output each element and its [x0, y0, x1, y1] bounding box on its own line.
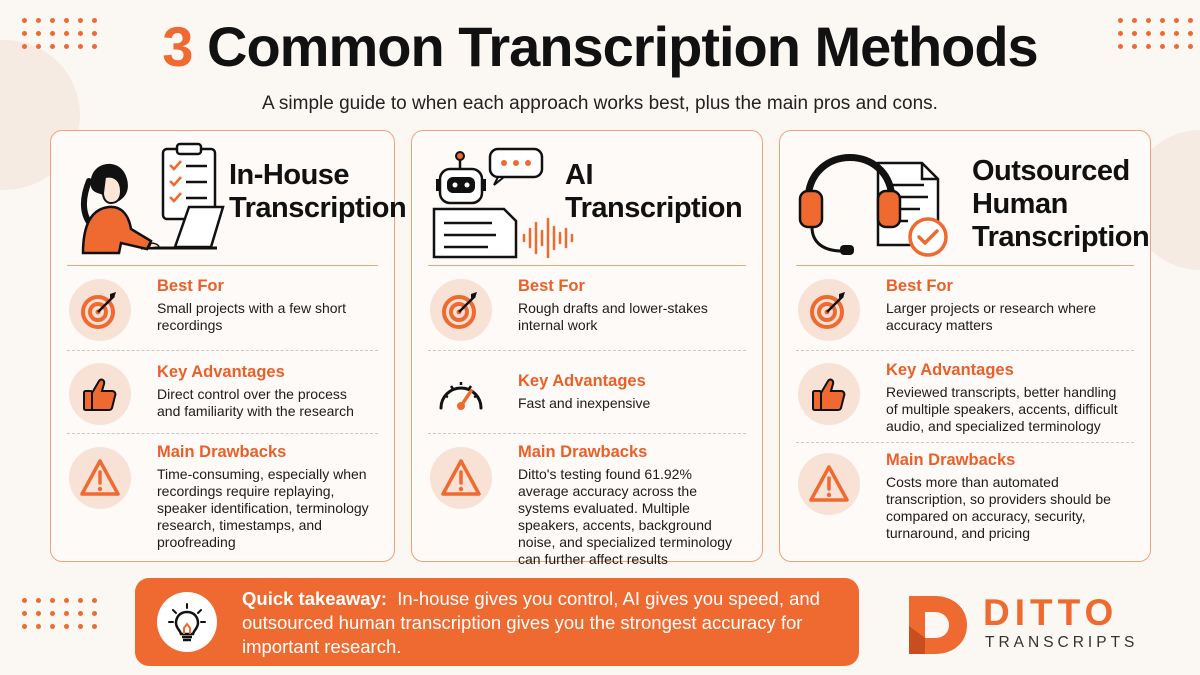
best-for-text: Small projects with a few short recordings [157, 300, 347, 333]
thumbs-up-icon [798, 363, 860, 425]
card-header [51, 131, 407, 265]
main-drawbacks-heading: Main Drawbacks [518, 443, 648, 461]
card-header [780, 131, 1150, 265]
card-in-house [50, 130, 407, 562]
key-advantages-heading: Key Advantages [518, 372, 646, 390]
card-header [412, 131, 762, 265]
row-divider [796, 442, 1134, 443]
warning-icon [798, 453, 860, 515]
best-for-text: Rough drafts and lower-stakes internal work [518, 300, 708, 333]
best-for-text: Larger projects or research where accuracy matters [886, 300, 1097, 333]
warning-icon [69, 447, 131, 509]
key-advantages-row [67, 361, 378, 431]
best-for-row [428, 277, 746, 347]
row-divider [428, 433, 746, 434]
takeaway-body: In-house gives you control, AI gives you speed, and outsourced human transcription gives you the strongest accuracy for important research. [242, 588, 820, 657]
warning-icon [430, 447, 492, 509]
header-divider [67, 265, 378, 266]
takeaway-text [242, 587, 847, 659]
row-divider [796, 350, 1134, 351]
key-advantages-text: Direct control over the process and familiarity with the research [157, 386, 354, 419]
main-drawbacks-text: Time-consuming, especially when recordings require replaying, speaker identification, terminology research, timestamps, and proofreading [157, 466, 369, 550]
card-outsourced [779, 130, 1151, 562]
header-divider [428, 265, 746, 266]
key-advantages-text: Fast and inexpensive [518, 395, 651, 411]
page-subtitle: A simple guide to when each approach works best, plus the main pros and cons. [262, 93, 938, 114]
title-number: 3 [162, 15, 193, 78]
headset-illustration [796, 141, 956, 261]
best-for-heading: Best For [886, 277, 953, 295]
best-for-row [67, 277, 378, 347]
lightbulb-icon [157, 592, 217, 652]
key-advantages-heading: Key Advantages [157, 363, 285, 381]
target-icon [69, 279, 131, 341]
thumbs-up-icon [69, 363, 131, 425]
main-drawbacks-row [67, 443, 378, 553]
key-advantages-heading: Key Advantages [886, 361, 1014, 379]
card-title: AI Transcription [565, 159, 743, 224]
main-drawbacks-text: Ditto's testing found 61.92% average accuracy across the systems evaluated. Multiple speakers, accents, background noise, and specialized terminology can further affect results [518, 466, 733, 567]
best-for-heading: Best For [157, 277, 224, 295]
key-advantages-row [796, 361, 1134, 441]
main-drawbacks-text: Costs more than automated transcription, so providers should be compared on accuracy, security, turnaround, and pricing [886, 474, 1111, 541]
logo-subtext: TRANSCRIPTS [985, 634, 1139, 651]
main-drawbacks-heading: Main Drawbacks [157, 443, 287, 461]
row-divider [428, 350, 746, 351]
target-icon [430, 279, 492, 341]
title-text: Common Transcription Methods [207, 15, 1038, 78]
main-drawbacks-row [796, 451, 1134, 551]
quick-takeaway-banner [135, 578, 859, 666]
page-title [0, 14, 1200, 79]
card-ai [411, 130, 763, 567]
ditto-transcripts-logo [905, 592, 1185, 658]
key-advantages-text: Reviewed transcripts, better handling of multiple speakers, accents, difficult audio, and specialized terminology [886, 384, 1118, 434]
header-divider [796, 265, 1134, 266]
row-divider [67, 350, 378, 351]
target-icon [798, 279, 860, 341]
card-title: In-House Transcription [229, 159, 407, 224]
best-for-row [796, 277, 1134, 347]
best-for-heading: Best For [518, 277, 585, 295]
takeaway-label: Quick takeaway: [242, 588, 387, 609]
main-drawbacks-row [428, 443, 746, 567]
row-divider [67, 433, 378, 434]
logo-wordmark: DITTO [983, 592, 1119, 633]
key-advantages-row [428, 361, 746, 431]
card-title: Outsourced Human Transcription [972, 155, 1150, 253]
dots-decoration-bottom-left [22, 598, 98, 629]
speedometer-icon [430, 363, 492, 425]
woman-at-laptop-illustration [77, 141, 227, 261]
main-drawbacks-heading: Main Drawbacks [886, 451, 1016, 469]
ditto-d-logo-icon [905, 592, 971, 658]
